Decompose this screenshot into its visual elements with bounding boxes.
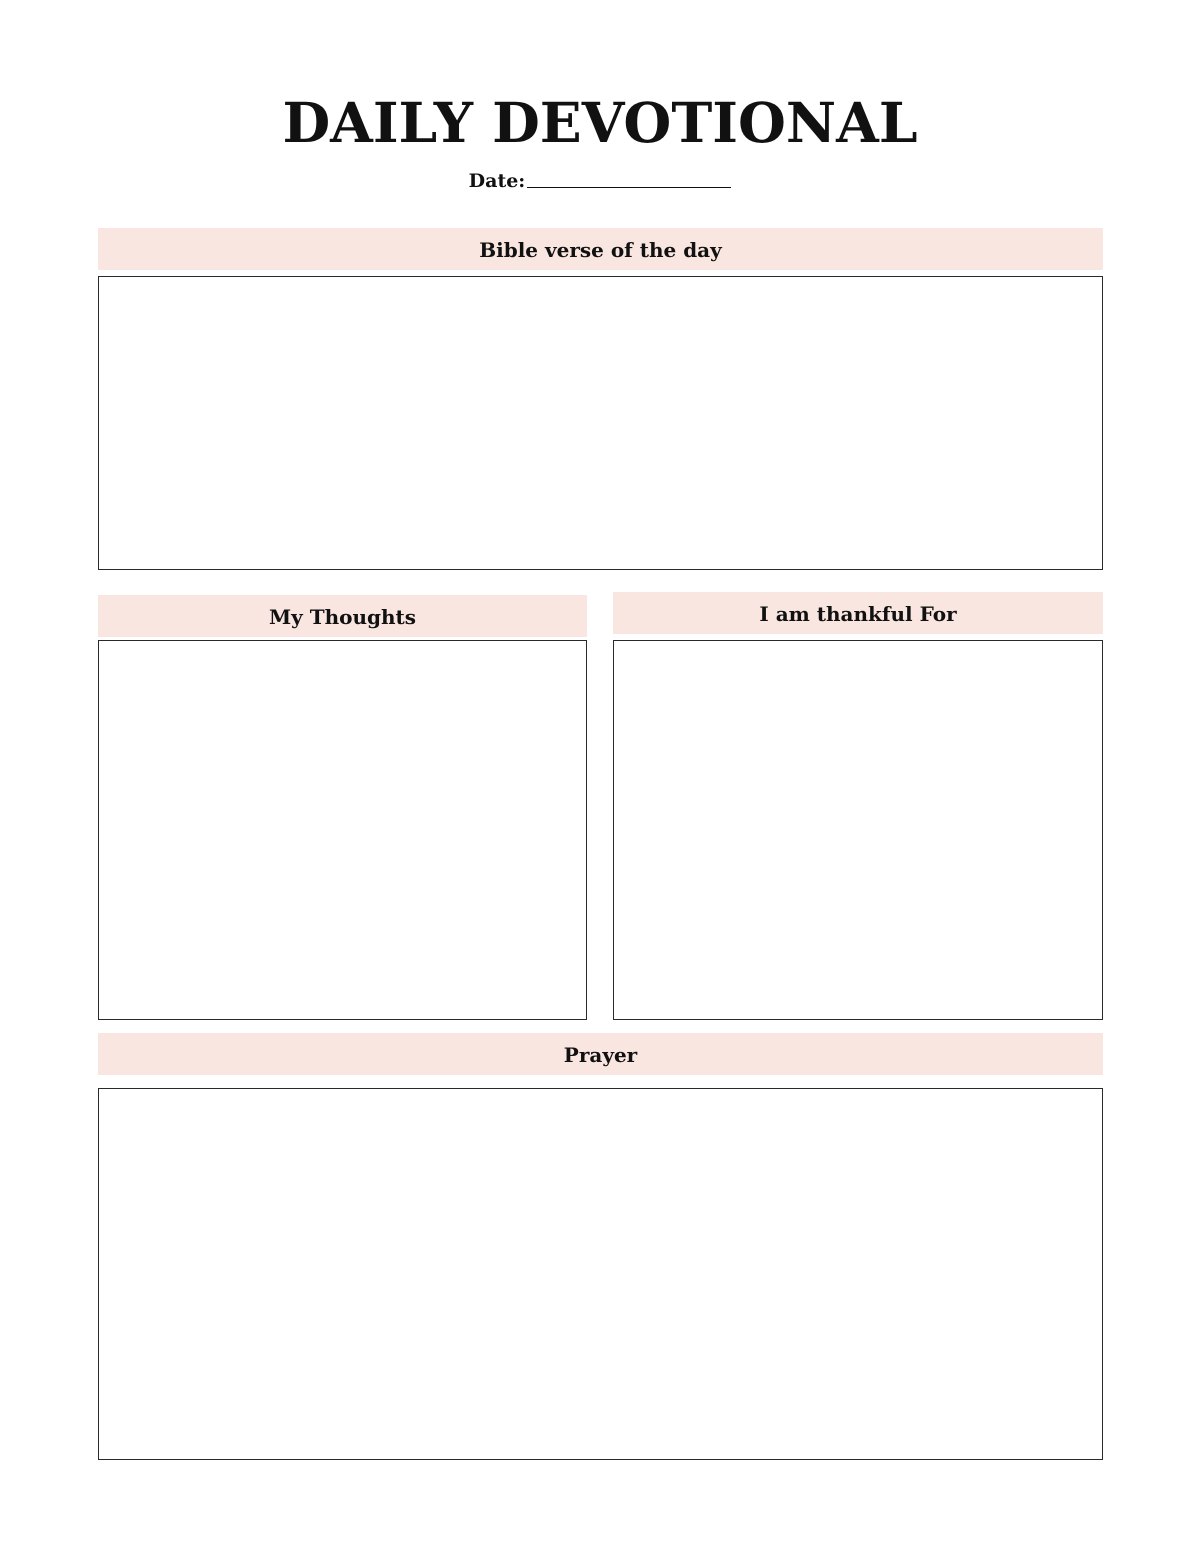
my-thoughts-box[interactable] <box>98 640 587 1020</box>
thankful-for-header: I am thankful For <box>613 592 1103 634</box>
bible-verse-header: Bible verse of the day <box>98 228 1103 270</box>
date-row <box>0 170 1200 194</box>
date-label: Date: <box>468 170 526 192</box>
my-thoughts-header: My Thoughts <box>98 595 587 637</box>
page-title: DAILY DEVOTIONAL <box>282 90 918 155</box>
prayer-box[interactable] <box>98 1088 1103 1460</box>
bible-verse-box[interactable] <box>98 276 1103 570</box>
prayer-header: Prayer <box>98 1033 1103 1075</box>
date-field[interactable] <box>527 171 731 188</box>
thankful-for-box[interactable] <box>613 640 1103 1020</box>
